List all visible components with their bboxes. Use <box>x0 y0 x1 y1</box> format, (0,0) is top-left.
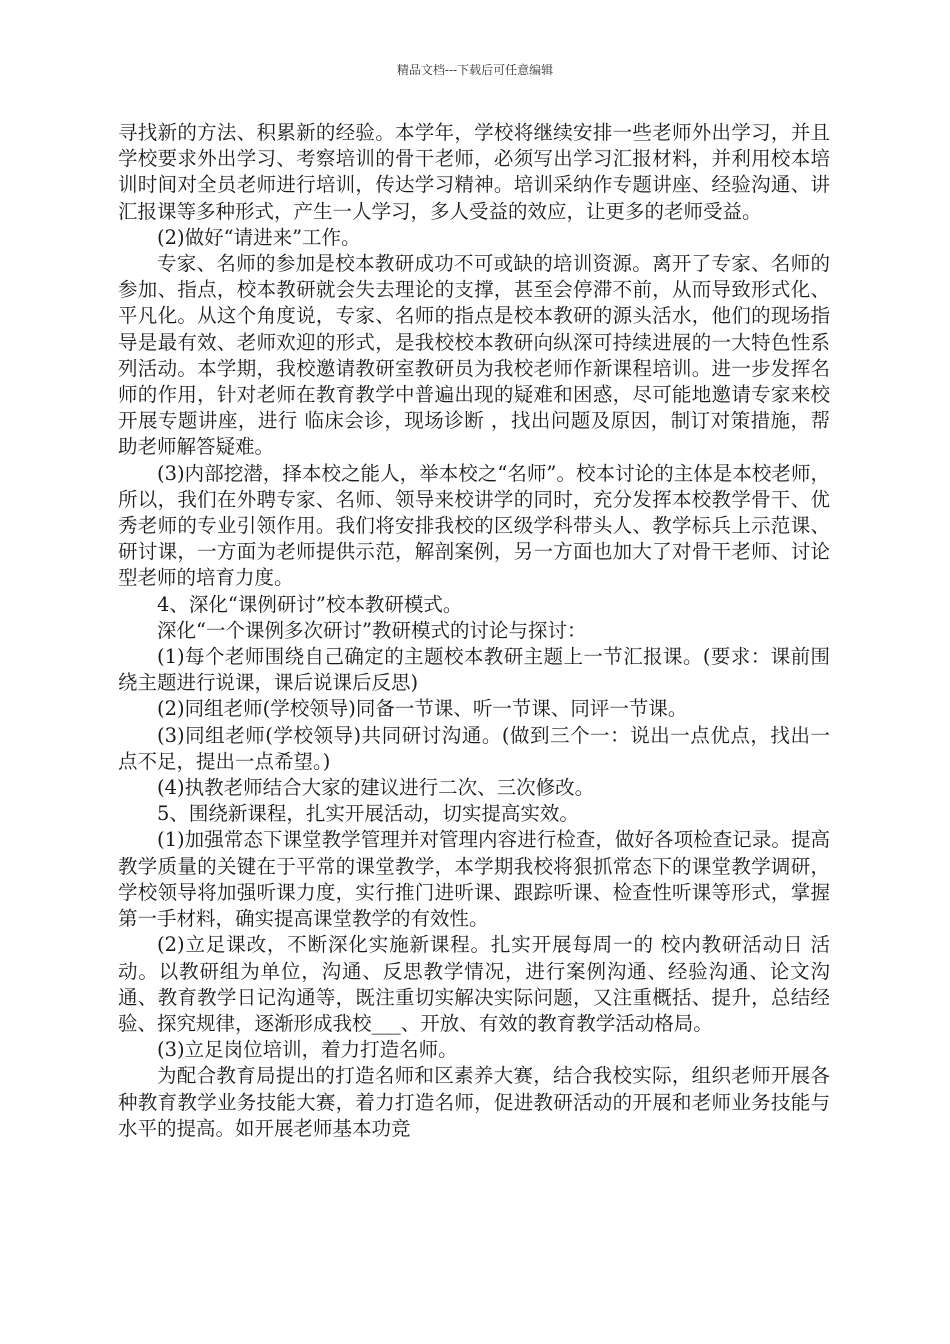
list-item: (2)同组老师(学校领导)同备一节课、听一节课、同评一节课。 <box>157 697 688 721</box>
paragraph: 寻找新的方法、积累新的经验。本学年，学校将继续安排一些老师外出学习，并且学校要求外出学习、考察培训的骨干老师，必须写出学习汇报材料，并利用校本培训时间对全员老师进行培训，传达学习精神。培训采纳作专题讲座、经验沟通、讲汇报课等多种形式，产生一人学习，多人受益的效应，让更多的老师受益。 <box>118 121 830 223</box>
paragraph: 专家、名师的参加是校本教研成功不可或缺的培训资源。离开了专家、名师的参加、指点，校本教研就会失去理论的支撑，甚至会停滞不前，从而导致形式化、平凡化。从这个角度说，专家、名师的指点是校本教研的源头活水，他们的现场指导是最有效、老师欢迎的形式，是我校校本教研向纵深可持续进展的一大特色性系列活动。本学期，我校邀请教研室教研员为我校老师作新课程培训。进一步发挥名师的作用，针对老师在教育教学中普遍出现的疑难和困惑，尽可能地邀请专家来校开展专题讲座，进行 临床会诊，现场诊断 ，找出问题及原因，制订对策措施，帮助老师解答疑难。 <box>118 252 830 459</box>
list-item: (3)同组老师(学校领导)共同研讨沟通。(做到三个一：说出一点优点，找出一点不足，提出一点希望。) <box>118 723 830 773</box>
document-body <box>118 120 830 1142</box>
list-item: (3)立足岗位培训，着力打造名师。 <box>157 1038 458 1062</box>
paragraph: 为配合教育局提出的打造名师和区素养大赛，结合我校实际，组织老师开展各种教育教学业务技能大赛，着力打造名师，促进教研活动的开展和老师业务技能与水平的提高。如开展老师基本功竞 <box>118 1064 830 1140</box>
paragraph: (2)做好“请进来”工作。 <box>157 225 361 249</box>
page-header: 精品文档---下载后可任意编辑 <box>396 63 554 77</box>
list-item: (1)加强常态下课堂教学管理并对管理内容进行检查，做好各项检查记录。提高教学质量的关键在于平常的课堂教学，本学期我校将狠抓常态下的课堂教学调研，学校领导将加强听课力度，实行推门进听课、跟踪听课、检查性听课等形式，掌握第一手材料，确实提高课堂教学的有效性。 <box>118 828 830 931</box>
paragraph: (3)内部挖潜，择本校之能人，举本校之“名师”。校本讨论的主体是本校老师，所以，我们在外聘专家、名师、领导来校讲学的同时，充分发挥本校教学骨干、优秀老师的专业引领作用。我们将安排我校的区级学科带头人、教学标兵上示范课、研讨课，一方面为老师提供示范，解剖案例，另一方面也加大了对骨干老师、讨论型老师的培育力度。 <box>118 461 830 590</box>
section-heading: 4、深化“课例研讨”校本教研模式。 <box>157 592 463 616</box>
section-heading: 5、围绕新课程，扎实开展活动，切实提高实效。 <box>157 802 579 826</box>
list-item: (4)执教老师结合大家的建议进行二次、三次修改。 <box>157 776 595 800</box>
paragraph: 深化“一个课例多次研讨”教研模式的讨论与探讨： <box>157 618 587 642</box>
list-item: (2)立足课改，不断深化实施新课程。扎实开展每周一的 校内教研活动日 活动。以教研组为单位，沟通、反思教学情况，进行案例沟通、经验沟通、论文沟通、教育教学日记沟通等，既注重切实解决实际问题，又注重概括、提升，总结经验、探究规律，逐渐形成我校___、开放、有效的教育教学活动格局。 <box>118 933 830 1035</box>
list-item: (1)每个老师围绕自己确定的主题校本教研主题上一节汇报课。(要求：课前围绕主题进行说课，课后说课后反思) <box>118 645 830 695</box>
